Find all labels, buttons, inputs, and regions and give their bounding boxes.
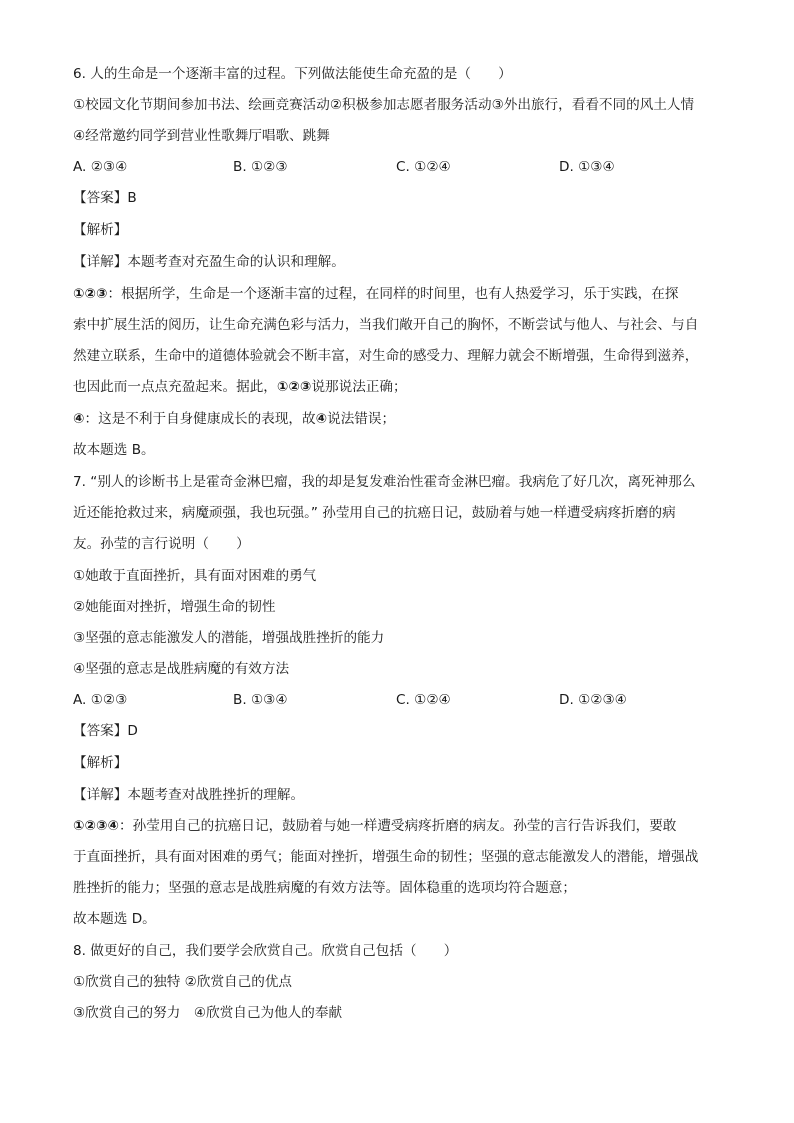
q7-stem-line-2: 近还能抢救过来，病魔顽强，我也玩强。” 孙莹用自己的抗癌日记，鼓励着与她一样遭受病疼折磨的病 <box>73 505 676 521</box>
q6-items-line-2: ④经常邀约同学到营业性歌舞厅唱歌、跳舞 <box>73 128 330 144</box>
q8-stem: 8. 做更好的自己，我们要学会欣赏自己。欣赏自己包括（ ） <box>73 943 458 959</box>
q6-exp1-line1-rest: ：根据所学，生命是一个逐渐丰富的过程，在同样的时间里，也有人热爱学习，乐于实践，在探 <box>107 286 679 302</box>
q6-exp2-prefix: ④ <box>73 411 85 427</box>
q6-exp1-line4-c: 说那说法正确； <box>311 379 407 395</box>
q7-item-4: ④坚强的意志是战胜病魔的有效方法 <box>73 661 290 677</box>
q6-explanation-line-1 <box>73 284 723 304</box>
q6-exp2-rest-a: ：这是不利于自身健康成长的表现，故 <box>84 411 316 427</box>
q7-item-2: ②她能面对挫折，增强生命的韧性 <box>73 599 276 615</box>
q6-stem: 6. 人的生命是一个逐渐丰富的过程。下列做法能使生命充盈的是（ ） <box>73 66 512 82</box>
q6-explanation-line-4 <box>73 377 723 397</box>
q6-detail: 【详解】本题考查对充盈生命的认识和理解。 <box>73 254 345 270</box>
q7-exp-line1-rest: ：孙莹用自己的抗癌日记，鼓励着与她一样遭受病疼折磨的病友。孙莹的言行告诉我们，要敢 <box>119 818 677 834</box>
q8-items-line-1: ①欣赏自己的独特 ②欣赏自己的优点 <box>73 974 293 990</box>
q7-answer: 【答案】D <box>73 723 138 739</box>
q6-items-line-1: ①校园文化节期间参加书法、绘画竞赛活动②积极参加志愿者服务活动③外出旅行，看看不同的风土人情 <box>73 97 695 113</box>
q6-exp1-prefix: ①②③ <box>73 286 108 302</box>
q6-explanation-line-5 <box>73 409 723 429</box>
q6-option-d: D. ①③④ <box>559 159 615 175</box>
q6-exp1-line4-b: ①②③ <box>276 379 312 395</box>
q7-explanation-line-3: 胜挫折的能力；坚强的意志是战胜病魔的有效方法等。固体稳重的选项均符合题意； <box>73 880 576 896</box>
q7-conclusion: 故本题选 D。 <box>73 911 156 927</box>
q6-conclusion: 故本题选 B。 <box>73 442 155 458</box>
q7-option-c: C. ①②④ <box>396 692 451 708</box>
q7-stem-line-1: 7. “别人的诊断书上是霍奇金淋巴瘤，我的却是复发难治性霍奇金淋巴瘤。我病危了好几次，离死神那么 <box>73 474 696 490</box>
q7-explanation-line-2: 于直面挫折，具有面对困难的勇气；能面对挫折，增强生命的韧性；坚强的意志能激发人的潜能，增强战 <box>73 849 699 865</box>
q7-item-3: ③坚强的意志能激发人的潜能，增强战胜挫折的能力 <box>73 630 385 646</box>
q6-explanation-line-2: 索中扩展生活的阅历，让生命充满色彩与活力，当我们敞开自己的胸怀，不断尝试与他人、与社会、与自 <box>73 317 699 333</box>
q6-analysis-label: 【解析】 <box>73 222 128 238</box>
q6-exp1-line4-a: 也因此而一点点充盈起来。据此， <box>73 379 277 395</box>
q6-exp2-rest-c: 说法错误； <box>327 411 396 427</box>
q6-exp2-rest-b: ④ <box>315 411 328 427</box>
q7-options <box>73 690 723 710</box>
q7-option-a: A. ①②③ <box>73 692 128 708</box>
q7-analysis-label: 【解析】 <box>73 755 128 771</box>
q6-answer: 【答案】B <box>73 190 137 206</box>
q7-option-d: D. ①②③④ <box>559 692 627 708</box>
q7-detail: 【详解】本题考查对战胜挫折的理解。 <box>73 787 305 803</box>
q7-item-1: ①她敢于直面挫折，具有面对困难的勇气 <box>73 568 317 584</box>
q8-items-line-2: ③欣赏自己的努力 ④欣赏自己为他人的奉献 <box>73 1005 343 1021</box>
q7-exp-prefix: ①②③④ <box>73 818 120 834</box>
q6-option-b: B. ①②③ <box>233 159 288 175</box>
q6-option-a: A. ②③④ <box>73 159 128 175</box>
q7-stem-line-3: 友。孙莹的言行说明（ ） <box>73 536 250 552</box>
q6-options <box>73 157 723 177</box>
q7-explanation-line-1 <box>73 816 723 836</box>
q6-option-c: C. ①②④ <box>396 159 451 175</box>
q6-explanation-line-3: 然建立联系，生命中的道德体验就会不断丰富，对生命的感受力、理解力就会不断增强，生命得到滋养， <box>73 348 699 364</box>
q7-option-b: B. ①③④ <box>233 692 288 708</box>
